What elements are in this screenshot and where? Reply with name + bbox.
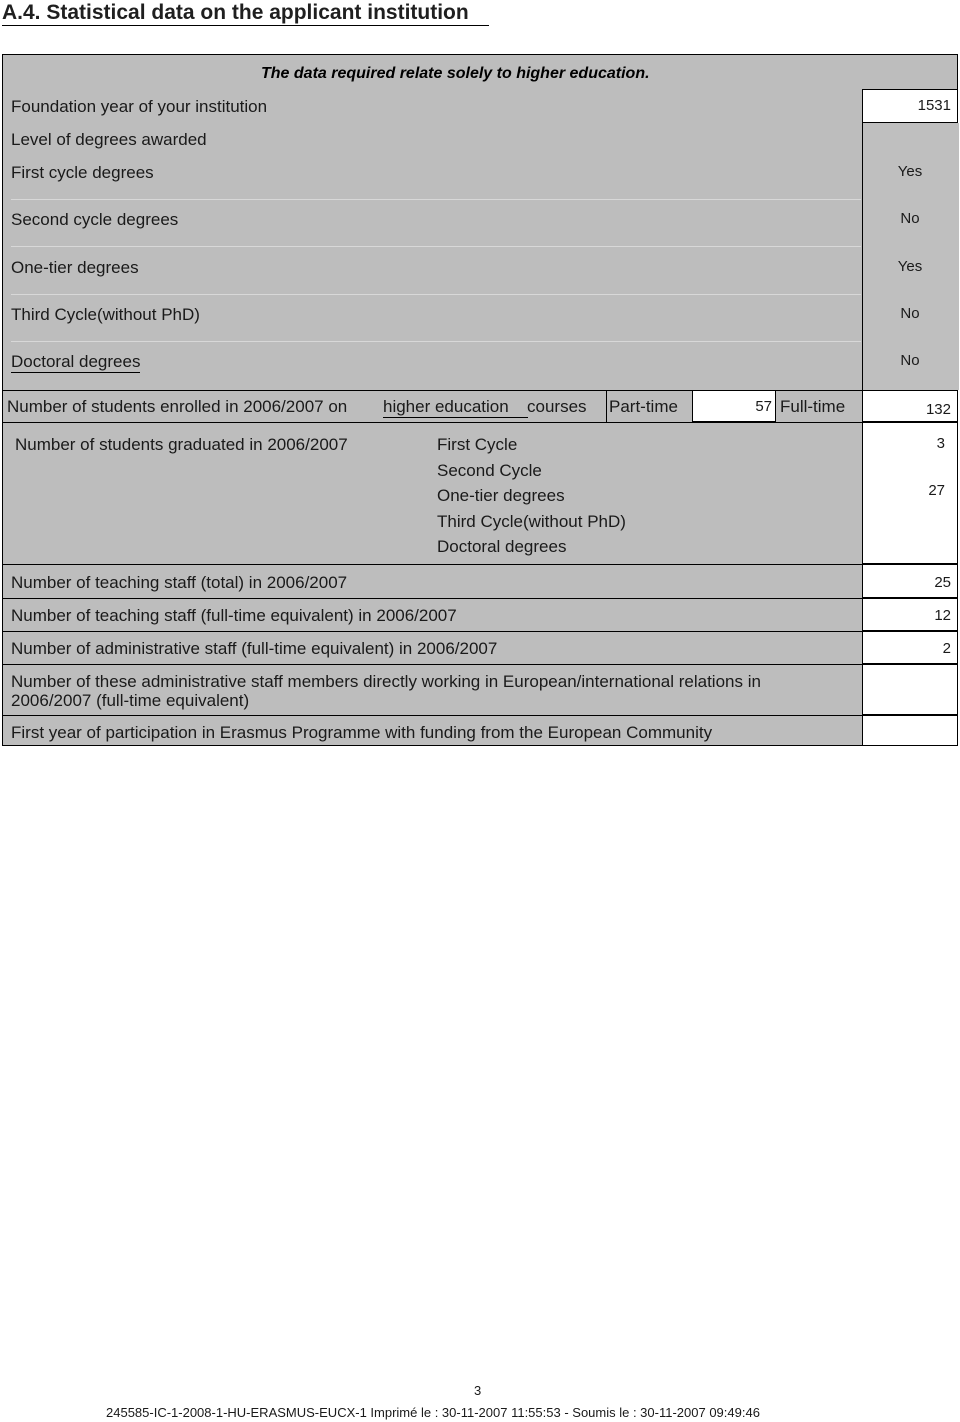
graduated-value-one-tier: 27: [928, 482, 945, 499]
part-time-label: Part-time: [609, 397, 678, 416]
statistics-form: [2, 54, 958, 746]
full-time-field[interactable]: [862, 390, 958, 422]
degree-label-second-cycle: Second cycle degrees: [11, 210, 179, 229]
full-time-value: 132: [925, 401, 951, 418]
graduated-label-second-cycle: Second Cycle: [437, 461, 542, 480]
graduated-label: Number of students graduated in 2006/2007: [15, 435, 348, 454]
page-number: 3: [474, 1383, 482, 1398]
degree-value-third-cycle[interactable]: No: [900, 305, 920, 322]
heading-underline: [2, 25, 489, 26]
form-note: The data required relate solely to higher education.: [261, 65, 650, 82]
foundation-year-field[interactable]: [862, 89, 958, 123]
degree-value-doctoral[interactable]: No: [900, 352, 920, 369]
graduated-label-first-cycle: First Cycle: [437, 435, 518, 454]
admin-staff-fte-label: Number of administrative staff (full-time equivalent) in 2006/2007: [11, 639, 498, 658]
admin-staff-fte-field[interactable]: [862, 631, 958, 664]
teaching-staff-total-value: 25: [934, 574, 951, 591]
teaching-staff-fte-value: 12: [934, 607, 951, 624]
higher-education-link[interactable]: higher education: [383, 397, 528, 418]
graduated-values-field[interactable]: [862, 422, 958, 564]
degree-value-one-tier[interactable]: Yes: [897, 258, 923, 275]
degrees-awarded-label: Level of degrees awarded: [11, 130, 207, 149]
enrolled-courses-label: courses: [527, 397, 587, 416]
degree-value-second-cycle[interactable]: No: [900, 210, 920, 227]
teaching-staff-total-label: Number of teaching staff (total) in 2006/2007: [11, 573, 348, 592]
graduated-value-first-cycle: 3: [936, 435, 945, 452]
degree-value-first-cycle[interactable]: Yes: [897, 163, 923, 180]
teaching-staff-total-field[interactable]: [862, 564, 958, 598]
intl-staff-label-line2: 2006/2007 (full-time equivalent): [11, 691, 250, 710]
degree-label-doctoral: Doctoral degrees: [11, 352, 141, 371]
teaching-staff-fte-label: Number of teaching staff (full-time equivalent) in 2006/2007: [11, 606, 457, 625]
intl-staff-field[interactable]: [862, 664, 958, 715]
erasmus-first-year-field[interactable]: [862, 715, 958, 746]
intl-staff-label-line1: Number of these administrative staff members directly working in European/international relations in: [11, 672, 761, 691]
degree-label-third-cycle: Third Cycle(without PhD): [11, 305, 200, 324]
part-time-value: 57: [755, 398, 772, 415]
section-heading: A.4. Statistical data on the applicant institution: [2, 1, 469, 24]
graduated-label-doctoral: Doctoral degrees: [437, 537, 567, 556]
graduated-label-third-cycle: Third Cycle(without PhD): [437, 512, 626, 531]
foundation-year-value: 1531: [917, 97, 951, 114]
footer-text: 245585-IC-1-2008-1-HU-ERASMUS-EUCX-1 Imprimé le : 30-11-2007 11:55:53 - Soumis le : 30-11-2007 09:49:46: [106, 1405, 760, 1420]
degree-label-one-tier: One-tier degrees: [11, 258, 139, 277]
graduated-label-one-tier: One-tier degrees: [437, 486, 565, 505]
teaching-staff-fte-field[interactable]: [862, 598, 958, 631]
degree-label-first-cycle: First cycle degrees: [11, 163, 154, 182]
enrolled-label: Number of students enrolled in 2006/2007 on: [7, 397, 348, 416]
foundation-year-label: Foundation year of your institution: [11, 97, 268, 116]
admin-staff-fte-value: 2: [942, 640, 951, 657]
full-time-label: Full-time: [780, 397, 846, 416]
erasmus-first-year-label: First year of participation in Erasmus Programme with funding from the European Community: [11, 723, 713, 742]
part-time-field[interactable]: [692, 390, 776, 422]
